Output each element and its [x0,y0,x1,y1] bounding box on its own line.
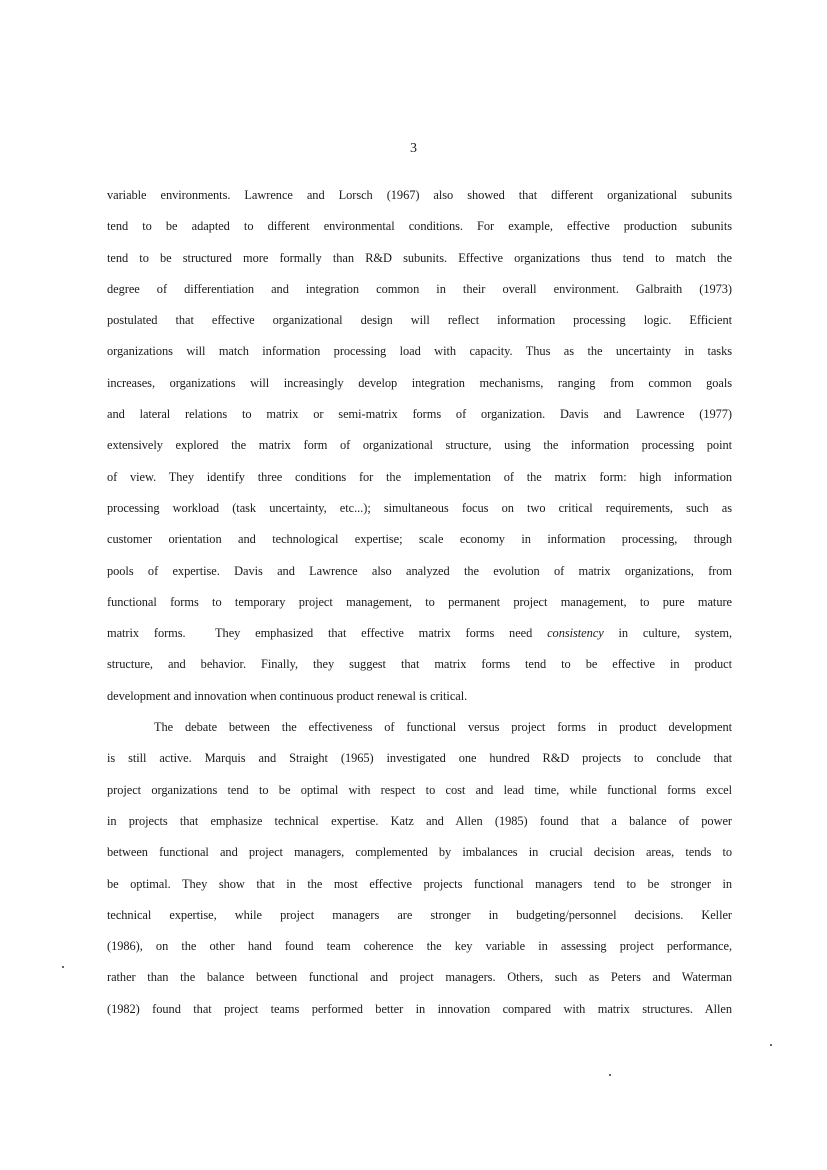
text-line [107,618,732,649]
text-line: technical expertise, while project managers are stronger in budgeting/personnel decisions. Keller [107,907,732,922]
text-line: rather than the balance between functional and project managers. Others, such as Peters and Waterman [107,970,732,985]
body-text [107,180,732,1025]
page-number: 3 [410,141,417,156]
text-line: processing workload (task uncertainty, etc...); simultaneous focus on two critical requirements, such as [107,500,732,515]
scan-speck [770,1044,772,1046]
text-line: between functional and project managers, complemented by imbalances in crucial decision areas, tends to [107,845,732,860]
scan-speck [609,1074,611,1076]
text-line: pools of expertise. Davis and Lawrence also analyzed the evolution of matrix organizations, from [107,563,732,578]
text-line: The debate between the effectiveness of functional versus project forms in product development [154,720,732,735]
text-line: organizations will match information processing load with capacity. Thus as the uncertainty in tasks [107,344,732,359]
text-line: of view. They identify three conditions for the implementation of the matrix form: high information [107,469,732,484]
paragraph [107,180,732,712]
text-line: increases, organizations will increasingly develop integration mechanisms, ranging from common goals [107,375,732,390]
text-line: (1982) found that project teams performed better in innovation compared with matrix structures. Allen [107,1001,732,1016]
text-line: structure, and behavior. Finally, they suggest that matrix forms tend to be effective in product [107,657,732,672]
text-line: extensively explored the matrix form of organizational structure, using the information processing point [107,438,732,453]
text-line: postulated that effective organizational design will reflect information processing logic. Efficient [107,313,732,328]
text-line: and lateral relations to matrix or semi-matrix forms of organization. Davis and Lawrence (1977) [107,407,732,422]
text-line: degree of differentiation and integration common in their overall environment. Galbraith (1973) [107,281,732,296]
text-line: development and innovation when continuous product renewal is critical. [107,688,468,703]
text-line: (1986), on the other hand found team coherence the key variable in assessing project performance, [107,939,732,954]
text-line: in projects that emphasize technical expertise. Katz and Allen (1985) found that a balance of power [107,813,732,828]
text-line: tend to be adapted to different environmental conditions. For example, effective production subunits [107,219,732,234]
text-line: is still active. Marquis and Straight (1965) investigated one hundred R&D projects to conclude that [107,751,732,766]
emphasis: consistency [547,626,604,641]
text-line: tend to be structured more formally than R&D subunits. Effective organizations thus tend to match the [107,250,732,265]
text-line: customer orientation and technological expertise; scale economy in information processing, through [107,532,732,547]
text-run: matrix forms. They emphasized that effective matrix forms need [107,626,548,641]
scan-speck [62,966,64,968]
text-line: functional forms to temporary project management, to permanent project management, to pure mature [107,594,732,609]
text-line: be optimal. They show that in the most effective projects functional managers tend to be stronger in [107,876,732,891]
paragraph [107,712,732,1025]
text-line: project organizations tend to be optimal with respect to cost and lead time, while functional forms excel [107,782,732,797]
text-run: in culture, system, [603,626,732,641]
text-line: variable environments. Lawrence and Lorsch (1967) also showed that different organizational subunits [107,188,732,202]
